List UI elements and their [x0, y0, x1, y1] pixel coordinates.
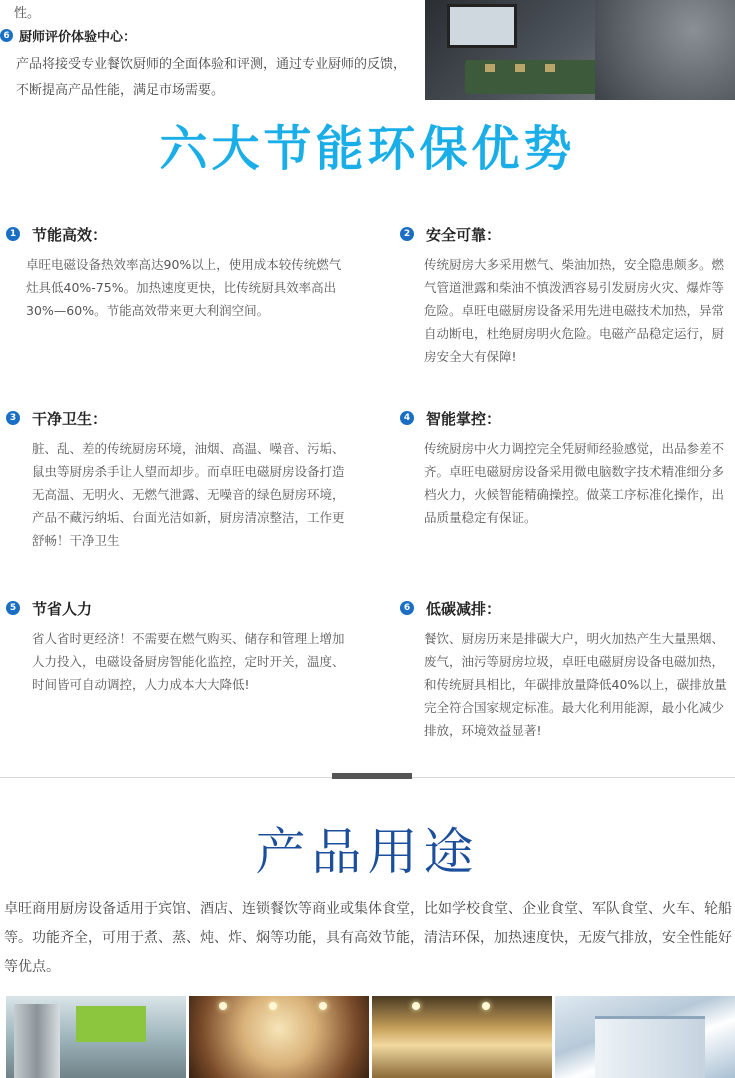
cabinet-shape [76, 1006, 146, 1042]
chef-center-title-text: 厨师评价体验中心： [19, 30, 137, 45]
advantage-item [400, 597, 733, 742]
advantage-desc: 传统厨房大多采用燃气、柴油加热，安全隐患颇多。燃气管道泄露和柴油不慎泼洒容易引发厨房火灾、爆炸等危险。卓旺电磁厨房设备采用先进电磁技术加热，异常自动断电，杜绝厨房明火危险。电磁产品稳定运行，厨房安全大有保障! [424, 257, 725, 364]
advantage-title [400, 407, 733, 429]
advantage-item [400, 407, 733, 529]
number-badge-icon: 5 [6, 601, 20, 615]
advantage-title [6, 407, 346, 429]
section-divider-bar [332, 773, 412, 779]
kitchen-photo [6, 996, 186, 1078]
restaurant-photo [189, 996, 369, 1078]
worker-shape [595, 0, 735, 100]
advantage-title-text: 节省人力 [32, 599, 93, 618]
lamp-icon [219, 1002, 227, 1010]
number-badge-icon: 6 [400, 601, 414, 615]
lamp-icon [319, 1002, 327, 1010]
lab-photo [425, 0, 735, 100]
advantage-desc: 脏、乱、差的传统厨房环境，油烟、高温、噪音、污垢、鼠虫等厨房杀手让人望而却步。而卓旺电磁厨房设备打造无高温、无明火、无燃气泄露、无噪音的绿色厨房环境，产品不藏污纳垢、台面光洁如新，厨房清凉整洁，工作更舒畅！干净卫生 [32, 441, 345, 548]
number-badge-icon: 6 [0, 29, 13, 42]
chef-center-title [0, 26, 136, 45]
advantage-desc: 餐饮、厨房历来是排碳大户，明火加热产生大量黑烟、废气，油污等厨房垃圾，卓旺电磁厨房设备电磁加热，和传统厨具相比，年碳排放量降低40%以上，碳排放量完全符合国家规定标准。最大化利用能源，最小化减少排放，环境效益显著! [424, 631, 727, 738]
number-badge-icon: 3 [6, 411, 20, 425]
monitor-shape [447, 4, 517, 48]
chip-shape [545, 64, 555, 72]
advantage-item [6, 407, 346, 552]
number-badge-icon: 4 [400, 411, 414, 425]
building-shape [595, 1016, 705, 1078]
advantage-item [6, 597, 346, 696]
range-hood-shape [14, 1004, 60, 1078]
dining-hall-photo [372, 996, 552, 1078]
advantage-item [400, 223, 733, 368]
text-fragment: 性。 [14, 6, 41, 21]
advantage-desc: 卓旺电磁设备热效率高达90%以上，使用成本较传统燃气灶具低40%-75%。加热速度更快，比传统厨具效率高出30%—60%。节能高效带来更大利润空间。 [26, 257, 342, 318]
lamp-icon [269, 1002, 277, 1010]
advantage-title-text: 节能高效： [32, 225, 108, 244]
number-badge-icon: 2 [400, 227, 414, 241]
product-usage-desc: 卓旺商用厨房设备适用于宾馆、酒店、连锁餐饮等商业或集体食堂，比如学校食堂、企业食堂、军队食堂、火车、轮船等。功能齐全，可用于煮、蒸、炖、炸、焖等功能，具有高效节能，清洁环保，加热速度快，无废气排放，安全性能好等优点。 [4, 901, 732, 975]
advantage-title-text: 低碳减排： [426, 599, 502, 618]
advantage-title [400, 597, 733, 619]
advantage-title-text: 安全可靠： [426, 225, 502, 244]
advantage-title [6, 597, 346, 619]
advantage-title [6, 223, 346, 245]
building-photo [555, 996, 735, 1078]
advantage-title-text: 干净卫生： [32, 409, 108, 428]
chef-center-desc: 产品将接受专业餐饮厨师的全面体验和评测，通过专业厨师的反馈，不断提高产品性能，满足市场需要。 [16, 57, 407, 98]
chef-section [0, 0, 425, 100]
usage-photos [0, 996, 735, 1078]
six-advantages-heading: 六大节能环保优势 [159, 121, 576, 177]
chip-shape [515, 64, 525, 72]
chip-shape [485, 64, 495, 72]
advantage-title-text: 智能掌控： [426, 409, 502, 428]
advantage-title [400, 223, 733, 245]
advantage-desc: 传统厨房中火力调控完全凭厨师经验感觉，出品参差不齐。卓旺电磁厨房设备采用微电脑数字技术精准细分多档火力，火候智能精确操控。做菜工序标准化操作，出品质量稳定有保证。 [424, 441, 725, 525]
advantage-item [6, 223, 346, 322]
lamp-icon [412, 1002, 420, 1010]
number-badge-icon: 1 [6, 227, 20, 241]
product-usage-heading: 产品用途 [255, 823, 480, 881]
advantage-desc: 省人省时更经济！不需要在燃气购买、储存和管理上增加人力投入，电磁设备厨房智能化监控，定时开关，温度、时间皆可自动调控，人力成本大大降低! [32, 631, 345, 692]
lamp-icon [482, 1002, 490, 1010]
